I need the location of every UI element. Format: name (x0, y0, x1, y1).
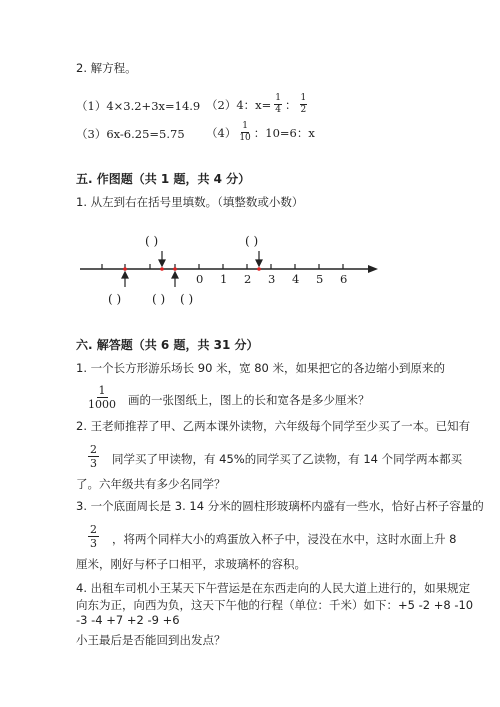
answer-bracket: ( ) (245, 234, 259, 248)
tick-label: 2 (244, 272, 252, 286)
fraction-denominator: 10 (239, 133, 251, 143)
fraction (239, 122, 250, 143)
equation-1: （1）4×3.2+3x=14.9 (76, 99, 201, 113)
number-line (70, 245, 390, 295)
question-1-line: 画的一张图纸上，图上的长和宽各是多少厘米？ (128, 393, 370, 407)
tick-label: 6 (340, 272, 348, 286)
fraction-numerator: 1 (98, 384, 106, 397)
tick-label: 4 (292, 272, 300, 286)
fraction-denominator: 3 (90, 537, 97, 550)
equation-2 (206, 94, 307, 115)
question-2-line: 2. 王老师推荐了甲、乙两本课外读物，六年级每个同学至少买了一本。已知有 (76, 419, 471, 433)
question-text: 1. 从左到右在括号里填数。（填整数或小数） (76, 195, 304, 209)
arrow-up-icon (122, 272, 128, 278)
answer-bracket: ( ) (180, 292, 194, 306)
fraction (86, 385, 118, 410)
tick-label: 5 (316, 272, 324, 286)
equation-4-prefix: （4） (206, 125, 237, 140)
fraction-numerator: 1 (242, 121, 248, 131)
fraction (300, 94, 308, 115)
equation-2-prefix: （2）4：x= (206, 97, 272, 112)
section-heading: 2. 解方程。 (76, 61, 137, 75)
fraction-denominator: 4 (275, 105, 281, 115)
fraction (274, 94, 282, 115)
point-marker (173, 267, 177, 271)
question-2-line: 了。六年级共有多少名同学？ (76, 477, 226, 491)
fraction-numerator: 2 (90, 523, 97, 536)
tick-label: 3 (268, 272, 276, 286)
arrow-down-icon (159, 260, 165, 266)
answer-bracket: ( ) (108, 292, 122, 306)
tick-label: 1 (220, 272, 228, 286)
arrow-down-icon (256, 260, 262, 266)
question-4-line: 4. 出租车司机小王某天下午营运是在东西走向的人民大道上进行的，如果规定 (76, 581, 471, 595)
question-1-line: 1. 一个长方形游乐场长 90 米，宽 80 米，如果把它的各边缩小到原来的 (76, 361, 446, 375)
fraction-numerator: 1 (300, 93, 307, 103)
axis-arrow-icon (368, 265, 378, 273)
equation-4 (206, 122, 315, 143)
question-2-line: 同学买了甲读物，有 45%的同学买了乙读物，有 14 个同学两本都买 (112, 452, 463, 466)
question-4-line: 小王最后是否能回到出发点？ (76, 633, 226, 647)
question-4-line: 向东为正，向西为负，这天下午他的行程（单位：千米）如下：+5 -2 +8 -10 (76, 598, 474, 612)
equation-3: （3）6x-6.25=5.75 (76, 127, 185, 141)
answer-bracket: ( ) (152, 292, 166, 306)
ratio-separator: ： (285, 97, 297, 112)
fraction-denominator: 1000 (88, 398, 116, 411)
fraction-denominator: 2 (300, 105, 307, 115)
fraction (88, 444, 99, 469)
point-marker (160, 267, 164, 271)
point-marker (257, 267, 261, 271)
arrow-up-icon (172, 272, 178, 278)
fraction-denominator: 3 (90, 457, 97, 470)
fraction (88, 524, 99, 549)
answer-bracket: ( ) (145, 234, 159, 248)
point-marker (123, 267, 127, 271)
question-3-line: 厘米，刚好与杯子口相平，求玻璃杯的容积。 (76, 557, 306, 571)
question-3-line: 3. 一个底面周长是 3. 14 分米的圆柱形玻璃杯内盛有一些水，恰好占杯子容量的 (76, 499, 484, 513)
equation-4-suffix: ：10=6：x (253, 125, 315, 140)
fraction-numerator: 2 (90, 443, 97, 456)
question-3-line: ，将两个同样大小的鸡蛋放入杯子中，浸没在水中，这时水面上升 8 (112, 532, 457, 546)
fraction-numerator: 1 (275, 93, 281, 103)
question-4-line: -3 -4 +7 +2 -9 +6 (76, 613, 180, 627)
tick-label: 0 (196, 272, 204, 286)
part-title: 六. 解答题（共 6 题，共 31 分） (76, 338, 259, 352)
part-title: 五. 作图题（共 1 题，共 4 分） (76, 172, 251, 186)
